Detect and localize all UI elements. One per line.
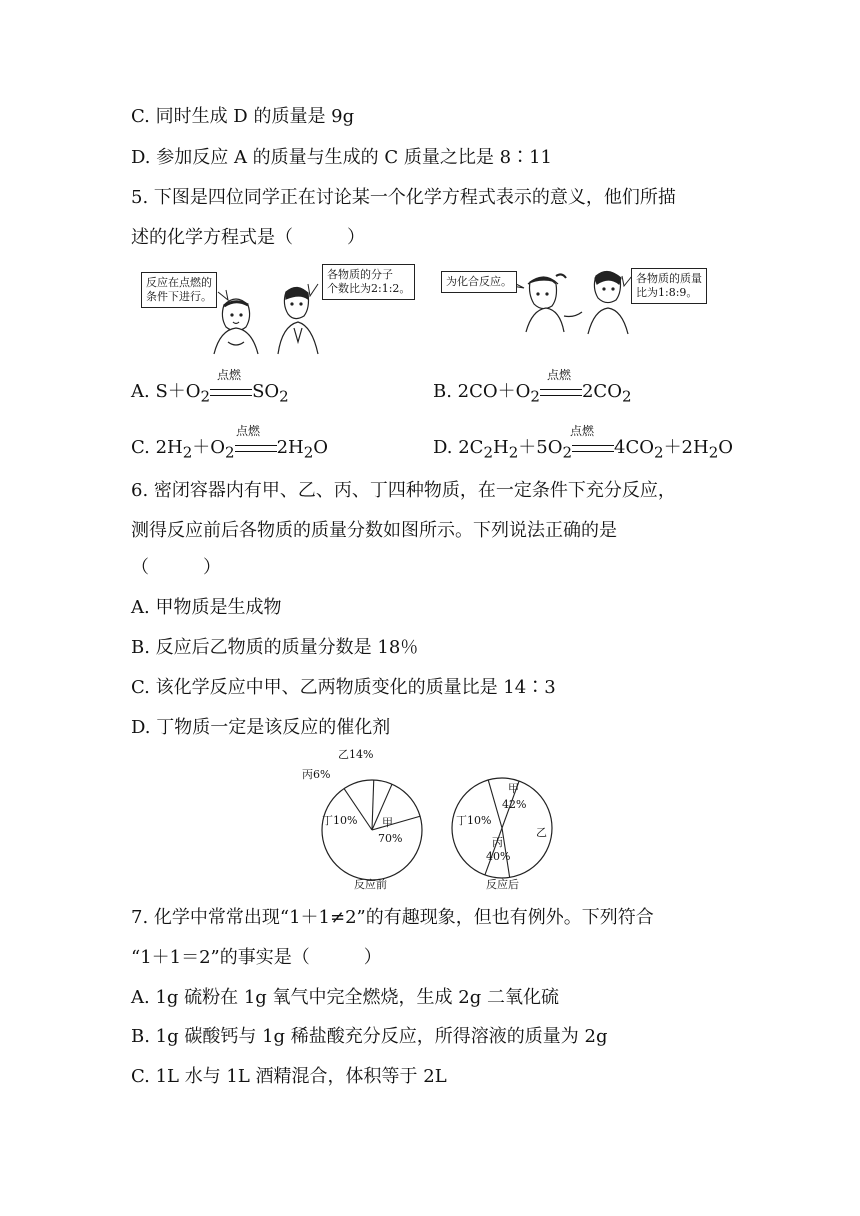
equation-arrow [572, 445, 614, 452]
equation-arrow [540, 389, 582, 396]
option-7a: A. 1g 硫粉在 1g 氧气中完全燃烧，生成 2g 二氧化硫 [131, 987, 559, 1008]
pie-charts-figure [296, 744, 576, 896]
option-5a: A. $S+O_2$ $SO_2$ [131, 381, 289, 406]
option-4c: C. 同时生成 D 的质量是 9g [131, 106, 355, 127]
option-6d: D. 丁物质一定是该反应的催化剂 [131, 717, 391, 738]
option-6b: B. 反应后乙物质的质量分数是 18％ [131, 637, 419, 658]
speech-bubble-1 [141, 272, 217, 308]
pie-before-label-jia-pct: 70% [378, 832, 403, 845]
pie-before-label-ding: 丁10% [322, 814, 358, 827]
question-6-stem-line1: 6. 密闭容器内有甲、乙、丙、丁四种物质，在一定条件下充分反应， [131, 480, 676, 501]
pie-before-label-bing: 丙6% [302, 768, 331, 781]
option-6c: C. 该化学反应中甲、乙两物质变化的质量比是 14∶3 [131, 677, 556, 698]
option-5d: D. $2C_2H_2+5O_2$ $4CO_2+2H_2O$ [433, 437, 734, 462]
question-6-stem-line2: 测得反应前后各物质的质量分数如图所示。下列说法正确的是 [131, 520, 617, 541]
speech-bubble-2 [322, 264, 415, 300]
bubble-3-line1: 为化合反应。 [446, 275, 512, 288]
speech-bubble-4 [631, 268, 707, 304]
option-5c: C. $2H_2+O_2$ $2H_2O$ [131, 437, 329, 462]
question-6-stem-line3: （ ） [131, 557, 221, 578]
pie-after-label-bing: 丙 [492, 836, 503, 849]
bubble-2-line1: 各物质的分子 [327, 268, 393, 281]
option-6a: A. 甲物质是生成物 [131, 597, 282, 618]
option-7b: B. 1g 碳酸钙与 1g 稀盐酸充分反应，所得溶液的质量为 2g [131, 1026, 608, 1047]
bubble-1-line2: 条件下进行。 [146, 290, 212, 303]
option-4d: D. 参加反应 A 的质量与生成的 C 质量之比是 8∶11 [131, 147, 552, 168]
bubble-1-line1: 反应在点燃的 [146, 276, 212, 289]
option-5b: B. $2CO+O_2$ $2CO_2$ [433, 381, 632, 406]
pie-after-label-jia-pct: 42% [502, 798, 527, 811]
bubble-4-line1: 各物质的质量 [636, 272, 702, 285]
pie-before-title: 反应前 [354, 878, 387, 891]
question-7-stem-line1: 7. 化学中常常出现“1＋1≠2”的有趣现象，但也有例外。下列符合 [131, 907, 654, 928]
question-5-stem-line2: 述的化学方程式是（ ） [131, 227, 365, 248]
pie-charts-svg [296, 744, 576, 896]
pie-before [322, 780, 422, 880]
speech-bubble-3 [441, 271, 517, 293]
pie-after-label-bing-pct: 40% [486, 850, 511, 863]
pie-after-label-yi: 乙 [536, 826, 547, 839]
pie-after-title: 反应后 [486, 878, 519, 891]
equation-arrow [235, 445, 277, 452]
pie-after-label-jia: 甲 [508, 782, 519, 795]
pie-before-label-yi: 乙14% [338, 748, 374, 761]
condition-label-5a: 点燃 [217, 368, 242, 382]
option-7c: C. 1L 水与 1L 酒精混合，体积等于 2L [131, 1066, 447, 1087]
condition-label-5d: 点燃 [570, 424, 595, 438]
question-7-stem-line2: “1＋1＝2”的事实是（ ） [131, 947, 382, 968]
equation-arrow [210, 389, 252, 396]
question-5-stem-line1: 5. 下图是四位同学正在讨论某一个化学方程式表示的意义，他们所描 [131, 187, 676, 208]
pie-before-label-jia: 甲 [382, 816, 393, 829]
bubble-4-line2: 比为1:8:9。 [636, 286, 698, 299]
condition-label-5b: 点燃 [547, 368, 572, 382]
bubble-2-line2: 个数比为2:1:2。 [327, 282, 411, 295]
pie-after-label-ding: 丁10% [456, 814, 492, 827]
condition-label-5c: 点燃 [236, 424, 261, 438]
